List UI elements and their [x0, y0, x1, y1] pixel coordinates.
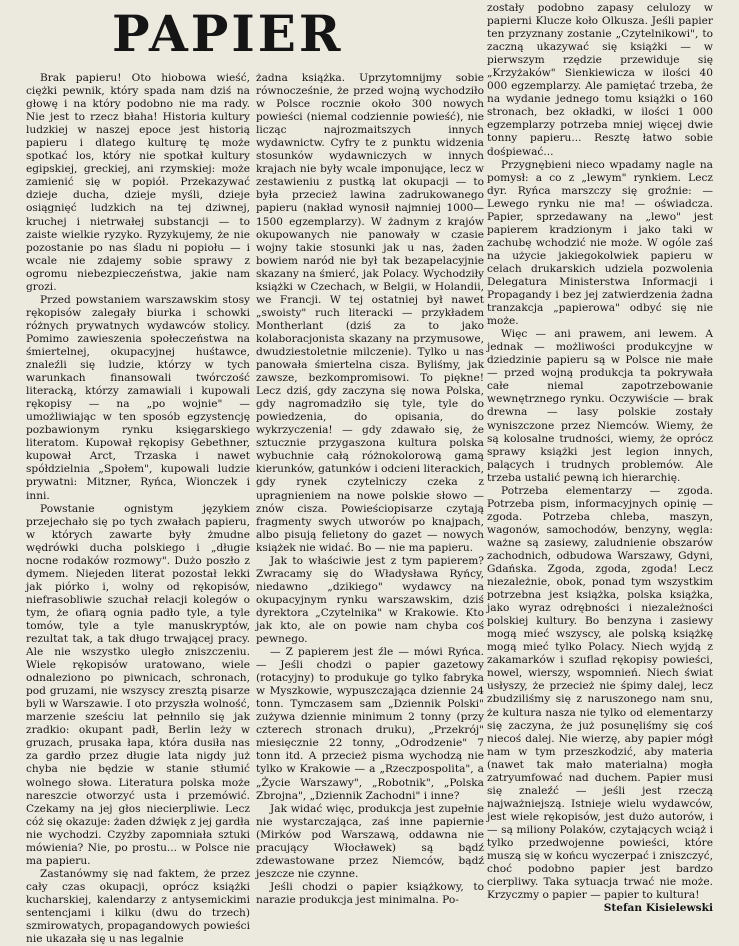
paragraph: Przed powstaniem warszawskim stosy rękopisów zalegały biurka i schowki różnych prywatnych wydawców stolicy. Pomimo zawieszenia społeczeństwa na śmiertelnej, okupacyjnej huśtawce, znaleźli się ludzie, którzy w tych warunkach finansowali twórczość literacką, którzy zamawiali i kupowali rękopisy — na „po wojnie" — umożliwiając w ten sposób egzystencję pozbawionym rynku księgarskiego literatom. Kupował rękopisy Gebethner, kupował Arct, Trzaska i nawet spółdzielnia „Społem", kupowali ludzie prywatni: Mitzner, Ryńca, Wionczek i inni. [26, 293, 250, 502]
paragraph: Jak widać więc, produkcja jest zupełnie nie wystarczająca, zaś inne papiernie (Mirków pod Warszawą, oddawna nie pracujący Włocławek) są bądź zdewastowane przez Niemców, bądź jeszcze nie czynne. [256, 802, 484, 880]
paragraph: zostały podobno zapasy celulozy w papierni Klucze koło Olkusza. Jeśli papier ten przyznany zostanie „Czytelnikowi", to zaczną ukazywać się książki — w pierwszym rzędzie przewiduje się „Krzyżaków" Sienkiewicza w ilości 40 000 egzemplarzy. Ale pamiętać trzeba, że na wydanie jednego tomu książki o 160 stronach, bez okładki, w ilości 1 000 egzemplarzy potrzeba mniej więcej dwie tonny papieru... Resztę łatwo sobie dośpiewać... [487, 2, 713, 158]
paragraph: Powstanie ognistym językiem przejechało się po tych zwałach papieru, w których zawarte były żmudne wędrówki ducha polskiego i „długie nocne rodaków rozmowy". Dużo poszło z dymem. Niejeden literat pozostał lekki jak piórko i, wolny od rękopisów, niefrasobliwie szuchał relacji kolegów o tym, że ofiarą ognia padło tyle, a tyle tomów, tyle a tyle manuskryptów, rezultat tak, a tak długo trwającej pracy. Ale nie wszystko uległo zniszczeniu. Wiele rękopisów uratowano, wiele odnaleziono po piwnicach, schronach, pod gruzami, nie wszyscy zresztą pisarze byli w Warszawie. I oto przyszła wolność, marzenie sześciu lat pełnnilo się jak zradkio: okupant padł, Berlin leży w gruzach, prusaka łapa, która dusiła nas za gardło przez długie lata nigdy już chyba nie będzie w stanie stłumić wolnego słowa. Literatura polska może nareszcie otworzyć usta i przemówić. Czekamy na jej głos niecierpliwie. Lecz cóż się okazuje: żaden dźwięk z jej gardła nie wychodzi. Czyżby zapomniała sztuki mówienia? Nie, po prostu... w Polsce nie ma papieru. [26, 502, 250, 867]
paragraph: Jak to właściwie jest z tym papierem? Zwracamy się do Władysława Ryńcy, niedawno „dzikiego" wydawcy na okupacyjnym rynku warszawskim, dziś dyrektora „Czytelnika" w Krakowie. Kto jak kto, ale on powie nam chyba coś pewnego. [256, 554, 484, 646]
paragraph: Więc — ani prawem, ani lewem. A jednak — możliwości produkcyjne w dziedzinie papieru są w Polsce nie małe — przed wojną produkcja ta pokrywała całe niemal zapotrzebowanie wewnętrznego rynku. Oczywiście — brak drewna — lasy polskie zostały wyniszczone przez Niemców. Wiemy, że są kolosalne trudności, wiemy, że oprócz sprawy książki jest legion innych, palących i trudnych problemów. Ale trzeba ustalić pewną ich hierarchię. [487, 328, 713, 484]
author-signature: Stefan Kisielewski [603, 902, 713, 915]
paragraph: Potrzeba elementarzy — zgoda. Potrzeba pism, informacyjnych opinię — zgoda. Potrzeba chleba, maszyn, wagonów, samochodów, benzyny, węgla: ważne są zasiewy, zaludnienie obszarów zachodnich, odbudowa Warszawy, Gdyni, Gdańska. Zgoda, zgoda, zgoda! Lecz niezależnie, obok, ponad tym wszystkim potrzebna jest książka, polska książka, jako wyraz odrębności i niezależności polskiej kultury. Bo benzyna i zasiewy mogą mieć wszyscy, ale polską książkę mogą mieć tylko Polacy. Niech wyjdą z zakamarków i szuflad rękopisy powieści, nowel, wierszy, wspomnień. Niech świat usłyszy, że przecież nie śpimy dalej, lecz zbudziliśmy się z naruszonego nam snu, że kultura nasza nie tylko od elementarzy się zaczyna, że już posunęliśmy się coś niecoś dalej. Nie wierzę, aby papier mógł nam w tym przeszkodzić, aby materia (nawet tak mało materialna) mogła zatryumfować nad duchem. Papier musi się znaleźć — jeśli jest rzeczą najważniejszą. Istnieje wielu wydawców, jest wiele rękopisów, jest dużo autorów, i — są miliony Polaków, czytających wciąż i tylko przedwojenne powieści, które muszą się w końcu wyczerpać i zniszczyć, choć podobno papier jest bardzo cierpliwy. Taka sytuacja trwać nie może. Krzyczmy o papier — papier to kultura! [487, 484, 713, 902]
paragraph: — Z papierem jest źle — mówi Ryńca. — Jeśli chodzi o papier gazetowy (rotacyjny) to produkuje go tylko fabryka w Myszkowie, wypuszczająca dziennie 24 tonn. Tymczasem sam „Dziennik Polski" zużywa dziennie minimum 2 tonny (przy czterech stronach druku), „Przekrój" miesięcznie 22 tonny, „Odrodzenie" 7 tonn itd. A przecież pisma wychodzą nie tylko w Krakowie — a „Rzeczpospolita", a „Życie Warszawy", „Robotnik", „Polska Zbrojna", „Dziennik Zachodni" i inne? [256, 646, 484, 802]
paragraph: Brak papieru! Oto hiobowa wieść, ciężki pewnik, który spada nam dziś na głowę i na który podobno nie ma rady. Nie jest to rzecz błaha! Historia kultury ludzkiej w naszej epoce jest historią papieru i dlatego kulturę tę może spotkać los, który nie spotkał kultury egipskiej, greckiej, ani rzymskiej: może zamienić się w popiół. Przekazywać dzieje ducha, dzieje myśli, dzieje osiągnięć ludzkich na tej dziwnej, kruchej i nietrwałej substancji — to zaiste wielkie ryzyko. Ryzykujemy, że nie pozostanie po nas śladu ni popiołu — i wcale nie zdajemy sobie sprawy z ogromu niebezpieczeństwa, jakie nam grozi. [26, 72, 250, 293]
article-column-1 [26, 72, 250, 946]
paragraph: żadna książka. Uprzytomnijmy sobie równocześnie, że przed wojną wychodziło w Polsce rocznie około 300 nowych powieści (niemal codziennie powieść), nie licząc najrozmaitszych innych wydawnictw. Cyfry te z punktu widzenia stosunków wydawniczych w innych krajach nie były wcale imponujące, lecz w zestawieniu z pustką lat okupacji — to była przecież lawina zadrukowanego papieru (nakład wynosił najmniej 1000—1500 egzemplarzy). W żadnym z krajów okupowanych nie panowały w czasie wojny takie stosunki jak u nas, żaden bowiem naród nie był tak bezapelacyjnie skazany na śmierć, jak Polacy. Wychodziły książki w Czechach, w Belgii, w Holandii, we Francji. W tej ostatniej był nawet „swoisty" ruch literacki — przykładem Montherlant (dziś za to jako kolaboracjonista skazany na przymusowe, dwudziestoletnie milczenie). Tylko u nas panowała śmiertelna cisza. Byliśmy, jak zawsze, bezkompromisowi. To piękne! Lecz dziś, gdy zaczyna się nowa Polska, gdy nagromadziło się tyle, tyle do powiedzenia, do opisania, do wykrzyczenia! — gdy zdawało się, że sztucznie przygaszona kultura polska wybuchnie całą różnokolorową gamą kierunków, gatunków i odcieni literackich, gdy rynek czytelniczy czeka z upragnieniem na nowe polskie słowo — znów cisza. Powieściopisarze czytają fragmenty swych utworów po knajpach, albo pisują felietony do gazet — nowych książek nie widać. Bo — nie ma papieru. [256, 72, 484, 554]
paragraph: Jeśli chodzi o papier książkowy, to narazie produkcja jest minimalna. Po- [256, 880, 484, 906]
article-title: PAPIER [112, 4, 344, 63]
article-column-2 [256, 72, 484, 907]
paragraph: Zastanówmy się nad faktem, że przez cały czas okupacji, oprócz książki kucharskiej, kalendarzy z antysemickimi sentencjami i kilku (dwu do trzech) szmirowatych, propagandowych powieści nie ukazała się u nas legalnie [26, 867, 250, 946]
paragraph: Przygnębieni nieco wpadamy nagle na pomysł: a co z „lewym" rynkiem. Lecz dyr. Ryńca marszczy się groźnie: — Lewego rynku nie ma! — oświadcza. Papier, sprzedawany na „lewo" jest papierem kradzionym i jako taki w zachubę wchodzić nie może. W ogóle zaś na użycie jakiegokolwiek papieru w celach drukarskich udziela pozwolenia Delegatura Ministerstwa Informacji i Propagandy i bez jej zatwierdzenia żadna tranzakcja „papierowa" odbyć się nie może. [487, 158, 713, 328]
article-column-3 [487, 2, 713, 915]
